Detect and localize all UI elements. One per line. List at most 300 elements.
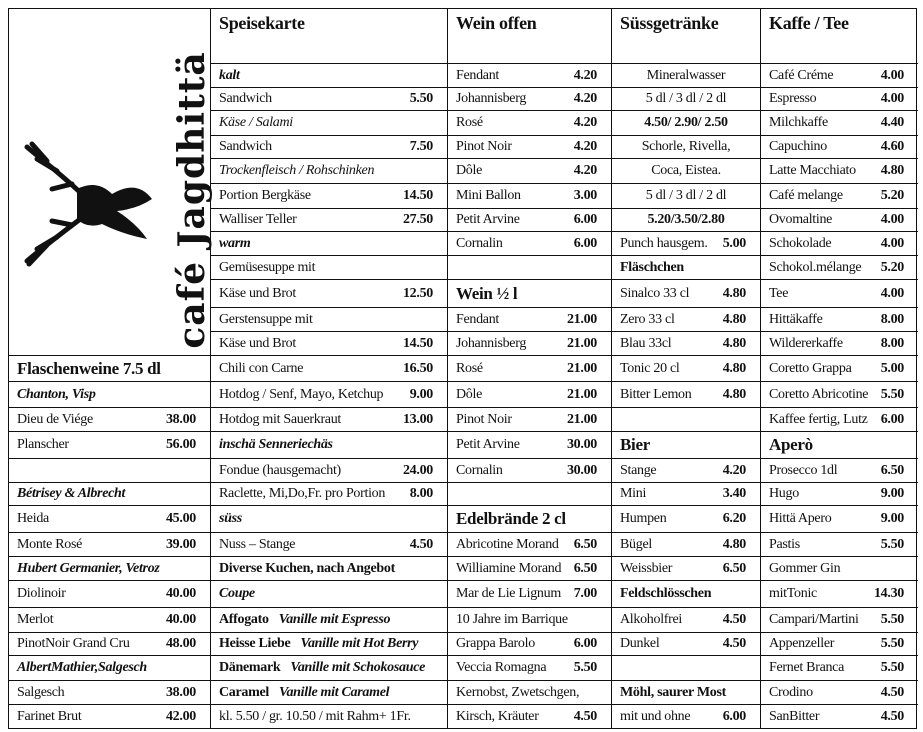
item-label: Coca, Eistea. [651,163,721,178]
item-label: kl. 5.50 / gr. 10.50 / mit Rahm+ 1Fr. [219,708,411,724]
menu-row [9,459,211,483]
item-label: Gommer Gin [769,560,841,576]
item-price: 4.00 [880,67,904,83]
item-label: Hugo [769,486,799,501]
menu-item [448,332,612,356]
menu-item [761,256,918,280]
deer-antler-icon [17,139,157,269]
item-price: 8.00 [880,335,904,351]
menu-item [761,356,918,382]
item-price: 4.50 [880,708,904,724]
item-label: Fläschchen [620,259,684,275]
item-label: Dieu de Viége [17,411,93,427]
item-description: Vanille mit Caramel [279,684,390,700]
item-price: 4.80 [722,311,746,327]
item-label: Edelbrände 2 cl [456,509,566,528]
item-price: 6.00 [880,411,904,427]
item-label: Bétrisey & Albrecht [17,486,126,501]
menu-row [612,408,761,432]
item-label: 5 dl / 3 dl / 2 dl [645,91,727,106]
menu-row [9,656,211,681]
item-price: 56.00 [165,437,196,452]
menu-row [211,656,448,681]
menu-row [448,483,612,506]
item-label: Zero 33 cl [620,311,675,327]
item-price: 4.00 [880,91,904,106]
item-label: Käse / Salami [219,115,293,130]
item-price: 5.20 [880,188,904,203]
item-price: 6.50 [573,536,597,552]
item-price: 7.50 [409,139,433,154]
item-price: 21.00 [566,311,597,327]
menu-row [211,308,448,332]
item-label: Schokol.mélange [769,259,862,275]
item-price: 21.00 [566,386,597,402]
item-price: 5.50 [409,91,433,106]
item-label: Kirsch, Kräuter [456,708,539,724]
menu-item [211,184,448,209]
menu-item [448,382,612,408]
menu-item [612,506,761,533]
menu-item [9,408,211,432]
item-price: 6.00 [573,636,597,651]
menu-row [211,681,448,705]
menu-item [211,483,448,506]
item-price: 40.00 [165,612,196,627]
item-label: Ovomaltine [769,212,833,227]
item-label: Sandwich [219,139,272,154]
menu-row [612,136,761,159]
item-label: Wein ½ l [456,283,518,303]
item-price: 40.00 [165,586,196,601]
item-label: Kernobst, Zwetschgen, [456,684,580,700]
menu-row [612,88,761,111]
menu-item [612,633,761,656]
item-price: 38.00 [165,684,196,700]
item-description: Vanille mit Schokosauce [290,660,426,675]
menu-row [761,432,918,459]
item-label: Süssgetränke [620,13,719,33]
item-label: süss [219,511,242,526]
menu-item [761,64,918,88]
item-price: 5.50 [880,660,904,675]
item-price: 21.00 [566,411,597,427]
item-price: 5.50 [880,636,904,651]
item-price: 4.20 [573,139,597,154]
menu-item [761,681,918,705]
menu-item [448,408,612,432]
menu-item [761,159,918,184]
menu-row [612,184,761,209]
column-header [448,9,612,64]
item-label: Rosé [456,360,483,376]
menu-row [211,256,448,280]
menu-row [211,432,448,459]
menu-item [211,280,448,308]
item-label: Pinot Noir [456,411,512,427]
item-label: Planscher [17,437,69,452]
item-label: Bitter Lemon [620,386,692,402]
menu-item [211,382,448,408]
item-label: Williamine Morand [456,560,562,576]
menu-item [448,136,612,159]
menu-row [211,64,448,88]
item-label: Hittä Apero [769,511,832,526]
item-price: 38.00 [165,411,196,427]
item-price: 6.50 [573,560,597,576]
item-label: Mineralwasser [646,67,726,83]
item-label: Nuss – Stange [219,536,296,552]
menu-item [761,280,918,308]
menu-item [761,232,918,256]
menu-item [448,159,612,184]
item-price: 6.00 [573,212,597,227]
menu-row [9,483,211,506]
menu-item [761,88,918,111]
item-label: Mar de Lie Lignum [456,586,561,601]
menu-row [9,382,211,408]
column-header [211,9,448,64]
item-label: Farinet Brut [17,708,82,724]
item-price: 42.00 [165,708,196,724]
menu-item [448,232,612,256]
item-label: Abricotine Morand [456,536,559,552]
menu-item [211,88,448,111]
item-price: 4.80 [722,285,746,301]
item-price: 4.80 [722,536,746,552]
item-label: Stange [620,462,657,478]
item-label: Dänemark [219,660,281,675]
item-label: Sandwich [219,91,272,106]
item-label: Heisse Liebe [219,636,291,651]
item-label: Coupe [219,586,255,601]
menu-item [448,88,612,111]
item-label: Monte Rosé [17,536,83,552]
menu-row [612,656,761,681]
item-label: Heida [17,511,49,526]
menu-item [448,533,612,557]
item-price: 5.20 [880,259,904,275]
menu-item [612,356,761,382]
item-label: Alkoholfrei [620,612,683,627]
item-price: 8.00 [880,311,904,327]
item-price: 6.50 [722,560,746,576]
item-label: Salgesch [17,684,65,700]
menu-item [211,356,448,382]
item-label: Cornalin [456,235,503,251]
menu-item [612,705,761,728]
item-price: 39.00 [165,536,196,552]
menu-item [9,705,211,728]
item-price: 4.00 [880,235,904,251]
item-label: Fendant [456,311,500,327]
item-price: 4.50 [409,536,433,552]
item-price: 9.00 [880,511,904,526]
menu-item [9,432,211,459]
menu-item [761,459,918,483]
menu-row [211,159,448,184]
menu-row [448,256,612,280]
item-label: Schorle, Rivella, [641,139,731,154]
menu-row [211,506,448,533]
item-label: Pastis [769,536,800,552]
column-header [761,9,918,64]
menu-item [612,557,761,581]
menu-item [448,557,612,581]
item-price: 6.00 [573,235,597,251]
menu-item [612,280,761,308]
menu-item [448,705,612,728]
menu-item [761,656,918,681]
item-label: Fendant [456,67,500,83]
item-label: Walliser Teller [219,212,297,227]
item-price: 4.50 [722,612,746,627]
menu-item [211,209,448,232]
item-label: Flaschenweine 7.5 dl [17,358,161,378]
item-price: 3.00 [573,188,597,203]
menu-item [211,533,448,557]
item-price: 5.50 [880,536,904,552]
menu-row [211,705,448,728]
item-price: 4.50 [722,636,746,651]
item-label: Speisekarte [219,13,305,33]
item-price: 4.50 [573,708,597,724]
menu-item [448,209,612,232]
item-label: 4.50/ 2.90/ 2.50 [644,115,728,130]
item-label: Capuchino [769,139,827,154]
menu-row [211,557,448,581]
item-label: AlbertMathier,Salgesch [17,660,147,675]
item-label: Bier [620,435,650,454]
menu-item [9,633,211,656]
item-price: 14.50 [402,188,433,203]
menu-row [612,64,761,88]
item-price: 6.00 [722,708,746,724]
item-label: 10 Jahre im Barrique [456,612,568,627]
menu-item [761,581,918,608]
menu-item [761,533,918,557]
item-price: 16.50 [402,360,433,376]
item-description: Vanille mit Hot Berry [300,636,419,651]
menu-item [761,308,918,332]
item-label: Wein offen [456,13,537,33]
menu-row [612,256,761,280]
menu-item [448,432,612,459]
menu-item [612,608,761,633]
menu-table [8,8,917,729]
item-price: 4.40 [880,115,904,130]
menu-item [612,533,761,557]
menu-item [448,633,612,656]
menu-row [612,209,761,232]
item-price: 5.00 [880,360,904,376]
item-price: 4.20 [722,462,746,478]
item-label: Fondue (hausgemacht) [219,462,341,478]
item-label: Caramel [219,684,269,700]
item-label: Käse und Brot [219,335,296,351]
item-label: Milchkaffe [769,115,828,130]
menu-item [612,308,761,332]
item-label: mit und ohne [620,708,691,724]
logo [9,9,211,356]
menu-row [211,633,448,656]
menu-item [761,633,918,656]
menu-item [761,332,918,356]
item-price: 4.00 [880,212,904,227]
column-header [612,9,761,64]
menu-item [761,382,918,408]
item-label: Kaffe / Tee [769,13,849,33]
item-price: 12.50 [402,285,433,301]
item-label: Chili con Carne [219,360,304,376]
item-label: Trockenfleisch / Rohschinken [219,163,375,178]
item-label: Bügel [620,536,652,552]
item-price: 4.60 [880,139,904,154]
item-price: 8.00 [409,486,433,501]
item-price: 4.20 [573,67,597,83]
item-label: Weissbier [620,560,673,576]
item-price: 4.20 [573,115,597,130]
item-label: Humpen [620,511,667,526]
item-label: Johannisberg [456,91,527,106]
item-label: Gerstensuppe mit [219,311,313,327]
item-price: 4.80 [722,386,746,402]
item-label: Schokolade [769,235,832,251]
item-price: 6.20 [722,511,746,526]
item-label: Raclette, Mi,Do,Fr. pro Portion [219,486,386,501]
menu-item [9,681,211,705]
item-price: 14.30 [873,586,904,601]
menu-row [448,506,612,533]
item-label: Affogato [219,612,269,627]
item-label: Wildererkaffe [769,335,843,351]
item-label: Gemüsesuppe mit [219,259,316,275]
item-price: 5.00 [722,235,746,251]
item-price: 30.00 [566,462,597,478]
menu-item [612,459,761,483]
menu-row [612,111,761,136]
item-label: Petit Arvine [456,437,520,452]
menu-item [612,483,761,506]
item-label: Fernet Branca [769,660,845,675]
item-description: Vanille mit Espresso [278,612,391,627]
item-price: 6.50 [880,462,904,478]
item-price: 4.80 [722,360,746,376]
item-label: Kaffee fertig, Lutz [769,411,868,427]
menu-row [211,608,448,633]
menu-item [761,184,918,209]
item-label: Crodino [769,684,813,700]
item-price: 5.50 [573,660,597,675]
menu-item [9,506,211,533]
item-label: Portion Bergkäse [219,188,311,203]
item-label: Dunkel [620,636,660,651]
menu-row [9,557,211,581]
menu-item [448,356,612,382]
item-price: 4.20 [573,163,597,178]
item-label: Hittäkaffe [769,311,823,327]
item-label: Blau 33cl [620,335,672,351]
item-price: 48.00 [165,636,196,651]
item-label: Espresso [769,91,817,106]
item-label: Pinot Noir [456,139,512,154]
menu-row [448,681,612,705]
item-label: Café melange [769,188,843,203]
menu-item [448,656,612,681]
menu-row [761,557,918,581]
item-price: 21.00 [566,360,597,376]
logo-text: café Jagdhittä [171,51,213,349]
menu-row [211,581,448,608]
menu-item [612,382,761,408]
item-price: 14.50 [402,335,433,351]
item-label: Merlot [17,612,54,627]
menu-item [448,184,612,209]
menu-item [211,332,448,356]
menu-row [612,432,761,459]
menu-row [211,111,448,136]
menu-item [211,408,448,432]
item-price: 4.20 [573,91,597,106]
item-label: Sinalco 33 cl [620,285,690,301]
item-label: Latte Macchiato [769,163,856,178]
menu-item [448,308,612,332]
menu-row [612,581,761,608]
item-label: PinotNoir Grand Cru [17,636,130,651]
menu-item [761,705,918,728]
menu-item [448,64,612,88]
item-label: kalt [219,67,240,83]
menu-item [612,232,761,256]
item-label: Prosecco 1dl [769,462,838,478]
item-label: Hubert Germanier, Vetroz [17,560,160,576]
menu-item [761,506,918,533]
item-price: 9.00 [880,486,904,501]
item-label: Tee [769,285,789,301]
item-label: Hotdog / Senf, Mayo, Ketchup [219,386,384,402]
item-label: Käse und Brot [219,285,296,301]
item-label: 5 dl / 3 dl / 2 dl [645,188,727,203]
menu-item [761,608,918,633]
menu-item [761,136,918,159]
item-label: Mini [620,486,647,501]
menu-item [9,581,211,608]
item-price: 27.50 [402,212,433,227]
item-label: Veccia Romagna [456,660,547,675]
item-label: Campari/Martini [769,612,859,627]
menu-item [761,111,918,136]
item-price: 24.00 [402,462,433,478]
item-label: Aperò [769,435,813,454]
menu-row [448,608,612,633]
item-price: 4.50 [880,684,904,700]
menu-row [612,681,761,705]
item-label: Coretto Abricotine [769,386,869,402]
item-label: Hotdog mit Sauerkraut [219,411,342,427]
item-label: Johannisberg [456,335,527,351]
item-price: 4.00 [880,285,904,301]
item-label: Chanton, Visp [17,386,96,402]
item-label: Tonic 20 cl [620,360,680,376]
item-price: 9.00 [409,386,433,402]
menu-row [612,159,761,184]
item-price: 30.00 [566,437,597,452]
item-price: 4.80 [880,163,904,178]
item-price: 21.00 [566,335,597,351]
item-label: Feldschlösschen [620,586,712,601]
item-price: 7.00 [573,586,597,601]
item-price: 45.00 [165,511,196,526]
